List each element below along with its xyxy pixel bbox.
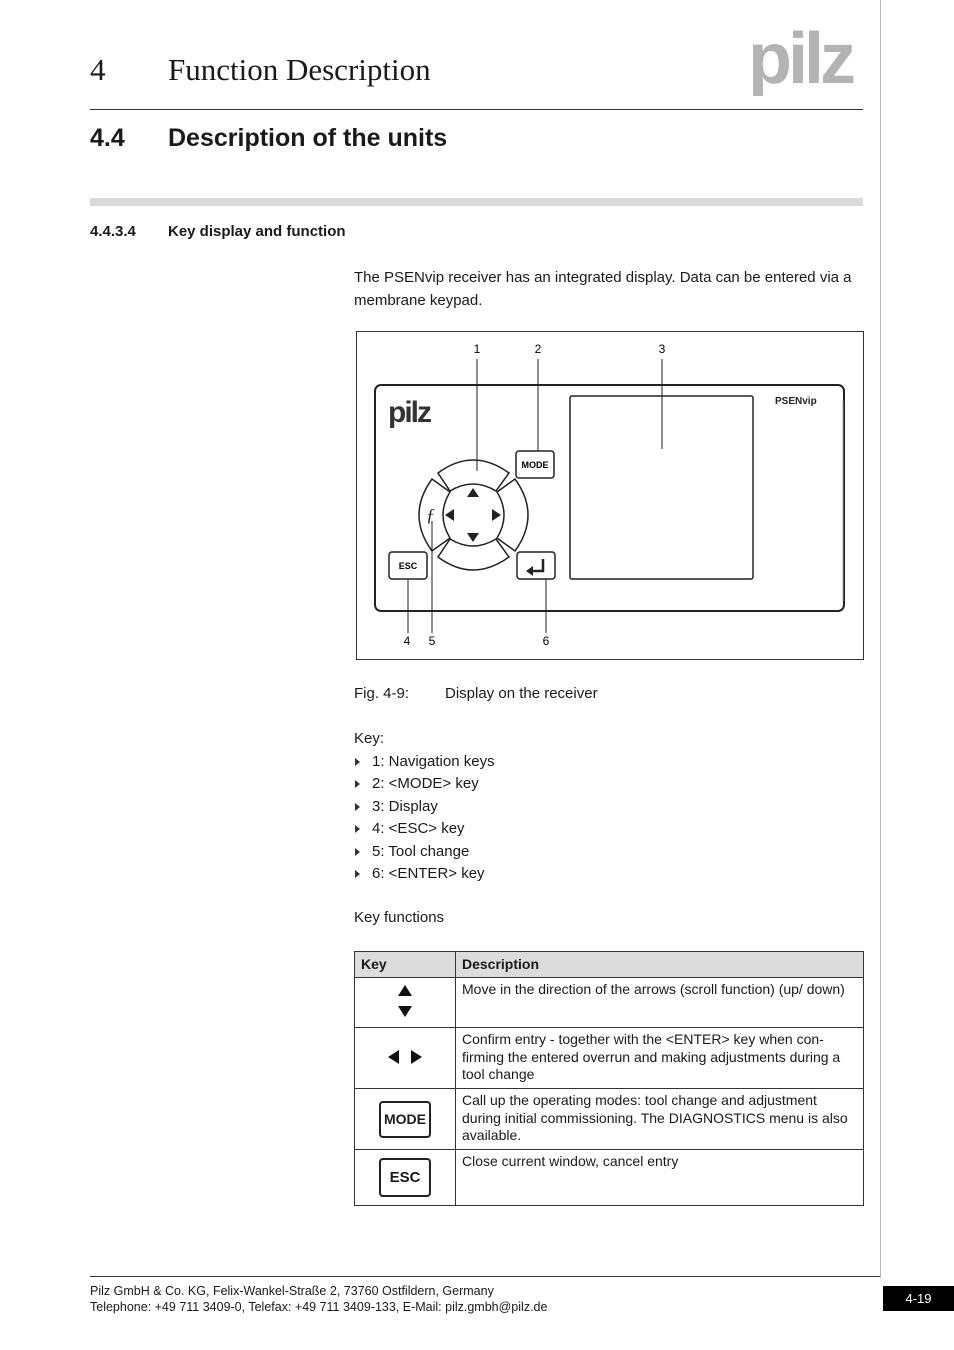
figure-caption-number: Fig. 4-9: <box>354 685 410 702</box>
subsection-title: Key display and function <box>168 223 346 240</box>
table-row <box>355 1089 864 1150</box>
chapter-number: 4 <box>90 52 106 87</box>
intro-paragraph: The PSENvip receiver has an integrated display. Data can be entered via a membrane keypad. <box>354 269 852 309</box>
key-legend-list <box>354 751 495 885</box>
section-number: 4.4 <box>90 124 125 152</box>
device-enter-key <box>517 552 555 579</box>
callout-3: 3 <box>658 342 666 356</box>
header-rule <box>90 109 863 110</box>
section-title: Description of the units <box>168 124 448 152</box>
device-name: PSENvip <box>775 396 817 407</box>
list-item: 4: <ESC> key <box>354 818 495 840</box>
device-esc-label: ESC <box>398 561 418 571</box>
pilz-logo <box>748 28 866 101</box>
table-row <box>355 978 864 1028</box>
figure-caption <box>354 685 598 702</box>
bullet-arrow-icon <box>355 848 360 856</box>
description-cell: Close current window, cancel entry <box>456 1150 864 1206</box>
device-mode-label: MODE <box>521 460 549 470</box>
callout-1: 1 <box>473 342 481 356</box>
table-row <box>355 1028 864 1089</box>
mode-key-symbol: MODE <box>379 1101 431 1138</box>
left-right-arrows-icon <box>386 1047 424 1067</box>
subsection-number: 4.4.3.4 <box>90 223 136 240</box>
key-cell <box>355 1150 456 1206</box>
esc-key-symbol: ESC <box>379 1158 431 1197</box>
callout-4: 4 <box>403 634 411 648</box>
figure-caption-text: Display on the receiver <box>445 685 598 702</box>
description-cell: Call up the operating modes: tool change and adjustment during initial commissioning. The DIAGNOSTICS menu is also available. <box>456 1089 864 1150</box>
footer-rule <box>90 1276 880 1277</box>
bullet-arrow-icon <box>355 758 360 766</box>
table-header-row <box>355 952 864 978</box>
callout-5: 5 <box>428 634 436 648</box>
footer <box>90 1283 547 1315</box>
page-margin-line <box>880 0 881 1278</box>
up-down-arrows-icon <box>395 983 415 1019</box>
key-functions-heading: Key functions <box>354 909 445 926</box>
section-divider <box>90 198 863 206</box>
list-item: 1: Navigation keys <box>354 751 495 773</box>
key-cell <box>355 978 456 1028</box>
list-item: 5: Tool change <box>354 841 495 863</box>
list-item: 6: <ENTER> key <box>354 863 495 885</box>
description-cell: Confirm entry - together with the <ENTER> key when con- firming the entered overrun and making adjustments during a tool change <box>456 1028 864 1089</box>
list-item: 2: <MODE> key <box>354 773 495 795</box>
table-header-description: Description <box>456 952 864 978</box>
table-row <box>355 1150 864 1206</box>
bullet-arrow-icon <box>355 803 360 811</box>
pilz-logo-text: pilz <box>748 28 852 96</box>
bullet-arrow-icon <box>355 825 360 833</box>
chapter-title: Function Description <box>168 52 431 87</box>
callout-6: 6 <box>542 634 550 648</box>
tool-change-icon: ƒ <box>426 505 435 525</box>
key-functions-table <box>354 951 864 1206</box>
callout-2: 2 <box>534 342 542 356</box>
key-legend-heading: Key: <box>354 730 385 747</box>
table-header-key: Key <box>355 952 456 978</box>
footer-address: Pilz GmbH & Co. KG, Felix-Wankel-Straße 2, 73760 Ostfildern, Germany <box>90 1284 494 1298</box>
description-cell: Move in the direction of the arrows (scroll function) (up/ down) <box>456 978 864 1028</box>
footer-contact: Telephone: +49 711 3409-0, Telefax: +49 711 3409-133, E-Mail: pilz.gmbh@pilz.de <box>90 1300 548 1314</box>
page-number: 4-19 <box>883 1286 954 1311</box>
list-item: 3: Display <box>354 796 495 818</box>
key-cell <box>355 1089 456 1150</box>
receiver-figure <box>356 331 864 660</box>
bullet-arrow-icon <box>355 780 360 788</box>
bullet-arrow-icon <box>355 870 360 878</box>
device-logo: pilz <box>388 396 430 429</box>
key-cell <box>355 1028 456 1089</box>
